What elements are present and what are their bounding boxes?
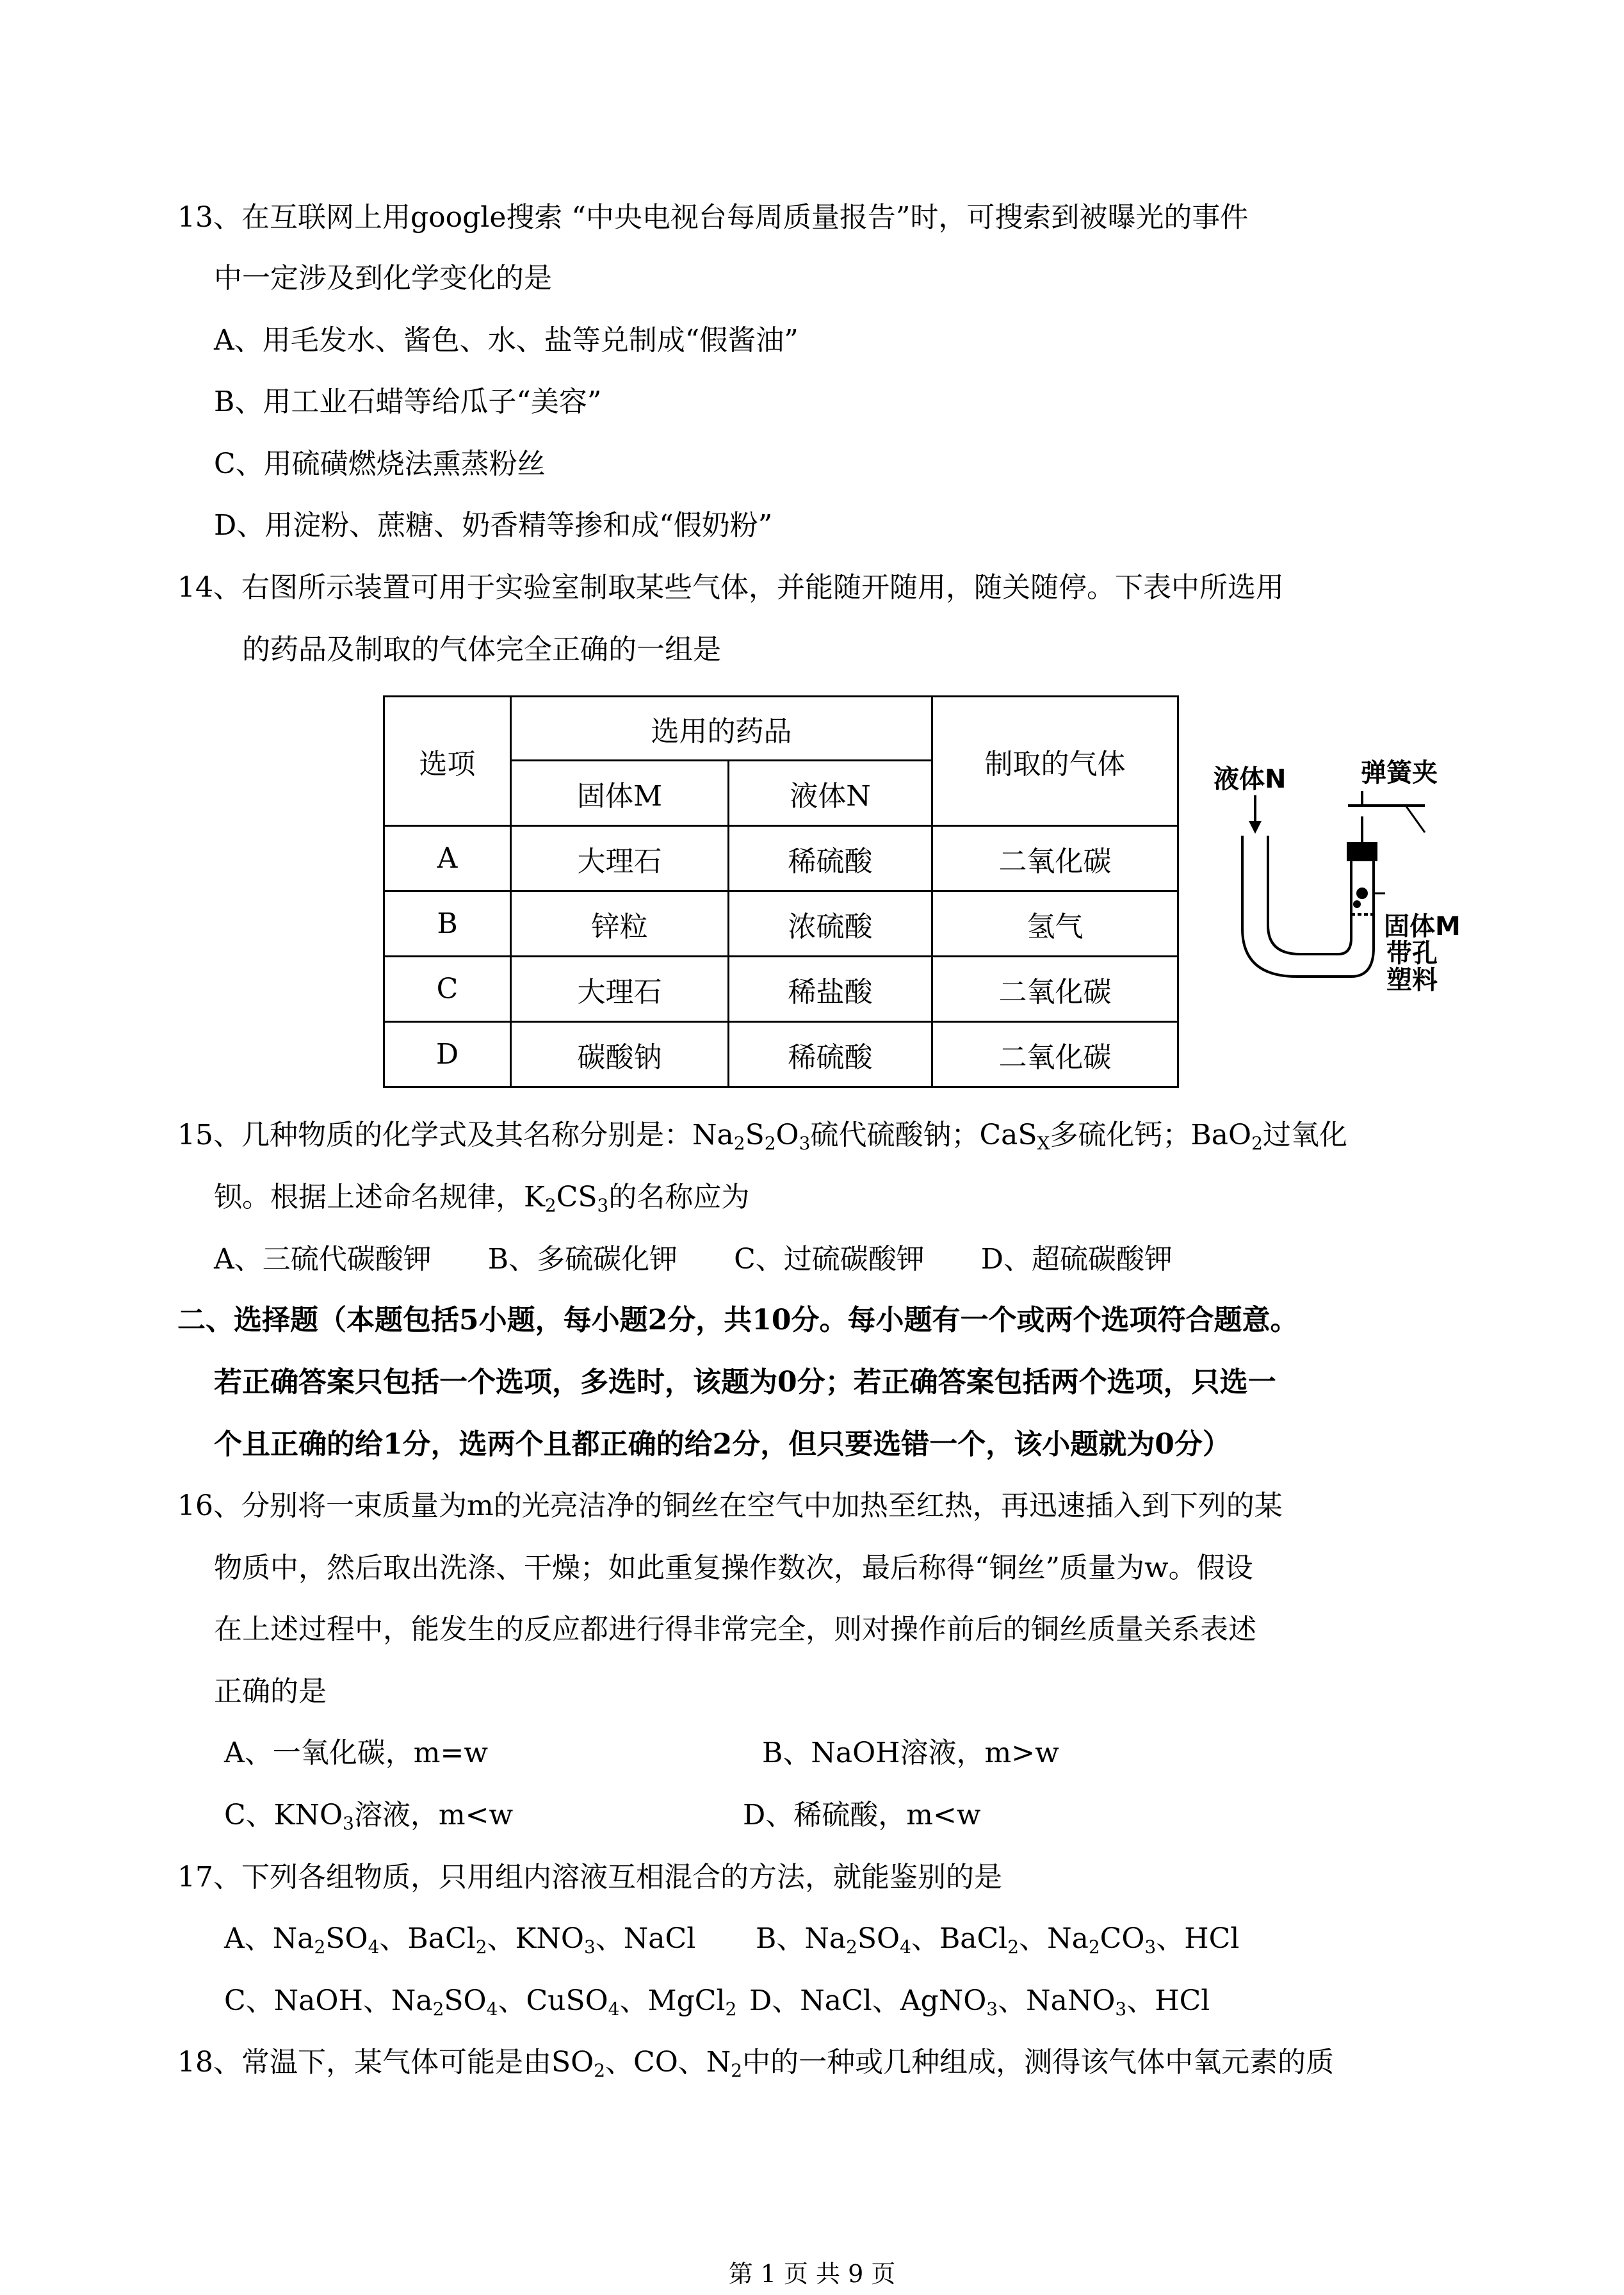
q16-option-c: C、$KNO_3$溶液，m<w xyxy=(224,1799,514,1834)
q13-option-b: B、用工业石蜡等给瓜子“美容” xyxy=(214,385,602,418)
cell-option: D xyxy=(384,1022,511,1087)
q16-stem-line3: 在上述过程中，能发生的反应都进行得非常完全，则对操作前后的铜丝质量关系表述 xyxy=(214,1613,1256,1646)
q17-option-c: C、NaOH、$Na_2SO_4$、CuSO$_4$、MgCl$_2$ xyxy=(224,1984,737,2020)
q16-stem-line1: 16、分别将一束质量为m的光亮洁净的铜丝在空气中加热至红热，再迅速插入到下列的某 xyxy=(177,1489,1283,1522)
cell-liquid: 稀硫酸 xyxy=(729,1022,932,1087)
table-row xyxy=(384,1022,1178,1087)
q14-stem-line1: 14、右图所示装置可用于实验室制取某些气体，并能随开随用，随关随停。下表中所选用 xyxy=(177,571,1284,604)
q17-option-b: B、$Na_2SO_4$、BaCl$_2$、$Na_2CO_3$、HCl xyxy=(756,1922,1240,1958)
clip-handle xyxy=(1406,806,1425,832)
cell-gas: 二氧化碳 xyxy=(932,826,1178,891)
page-footer: 第 1 页 共 9 页 xyxy=(728,2260,896,2288)
header-gas: 制取的气体 xyxy=(932,697,1178,826)
label-solid-m: 固体M xyxy=(1384,912,1461,941)
q17-stem: 17、下列各组物质，只用组内溶液互相混合的方法，就能鉴别的是 xyxy=(177,1861,1002,1894)
q17-option-d: D、NaCl、AgNO$_3$、NaNO$_3$、HCl xyxy=(749,1984,1210,2020)
cell-gas: 氢气 xyxy=(932,891,1178,957)
cell-option: B xyxy=(384,891,511,957)
q16-option-a: A、一氧化碳，m=w xyxy=(224,1737,489,1769)
cell-solid: 碳酸钠 xyxy=(511,1022,729,1087)
q17-option-a: A、$Na_2SO_4$、BaCl$_2$、$KNO_3$、NaCl xyxy=(224,1922,696,1958)
label-plastic-2: 塑料 xyxy=(1386,966,1438,995)
section2-line3: 个且正确的给1分，选两个且都正确的给2分，但只要选错一个，该小题就为0分） xyxy=(214,1428,1231,1461)
table-row xyxy=(384,957,1178,1022)
u-tube-inner xyxy=(1268,836,1351,954)
header-drugs: 选用的药品 xyxy=(511,697,932,761)
cell-solid: 锌粒 xyxy=(511,891,729,957)
q15-options: A、三硫代碳酸钾 B、多硫碳化钾 C、过硫碳酸钾 D、超硫碳酸钾 xyxy=(214,1243,1173,1276)
cell-option: C xyxy=(384,957,511,1022)
cell-solid: 大理石 xyxy=(511,957,729,1022)
solid-m xyxy=(1353,900,1361,908)
solid-m xyxy=(1356,888,1368,899)
header-option: 选项 xyxy=(384,697,511,826)
q16-option-d: D、稀硫酸，m<w xyxy=(743,1799,981,1831)
label-liquid-n: 液体N xyxy=(1214,765,1287,794)
q16-option-b: B、NaOH溶液，m>w xyxy=(762,1737,1059,1769)
q13-option-d: D、用淀粉、蔗糖、奶香精等掺和成“假奶粉” xyxy=(214,509,773,542)
stopper xyxy=(1347,842,1377,861)
cell-gas: 二氧化碳 xyxy=(932,1022,1178,1087)
q13-stem-line2: 中一定涉及到化学变化的是 xyxy=(214,262,552,295)
cell-solid: 大理石 xyxy=(511,826,729,891)
drug-table xyxy=(383,695,1179,1088)
u-tube-apparatus xyxy=(1214,756,1482,1005)
table-row xyxy=(384,891,1178,957)
q13-option-c: C、用硫磺燃烧法熏蒸粉丝 xyxy=(214,448,546,480)
header-solid: 固体M xyxy=(511,761,729,826)
label-plastic-1: 带孔 xyxy=(1386,939,1438,968)
q14-stem-line2: 的药品及制取的气体完全正确的一组是 xyxy=(242,633,721,666)
cell-liquid: 稀硫酸 xyxy=(729,826,932,891)
q13-option-a: A、用毛发水、酱色、水、盐等兑制成“假酱油” xyxy=(214,324,799,357)
arrow-head xyxy=(1249,821,1262,834)
cell-gas: 二氧化碳 xyxy=(932,957,1178,1022)
table-row xyxy=(384,826,1178,891)
q15-stem-line1: 15、几种物质的化学式及其名称分别是：$Na_2S_2O_3$硫代硫酸钠；CaS$_X$多硫化钙；BaO$_2$过氧化 xyxy=(177,1119,1347,1154)
cell-liquid: 浓硫酸 xyxy=(729,891,932,957)
section2-line2: 若正确答案只包括一个选项，多选时，该题为0分；若正确答案包括两个选项，只选一 xyxy=(214,1366,1276,1399)
cell-option: A xyxy=(384,826,511,891)
q13-stem-line1: 13、在互联网上用google搜索 “中央电视台每周质量报告”时，可搜索到被曝光的事件 xyxy=(177,201,1249,234)
label-spring-clip: 弹簧夹 xyxy=(1361,758,1438,788)
q15-stem-line2: 钡。根据上述命名规律，$K_2CS_3$的名称应为 xyxy=(214,1181,750,1216)
cell-liquid: 稀盐酸 xyxy=(729,957,932,1022)
q16-stem-line4: 正确的是 xyxy=(214,1675,327,1708)
q16-stem-line2: 物质中，然后取出洗涤、干燥；如此重复操作数次，最后称得“铜丝”质量为w。假设 xyxy=(214,1552,1253,1584)
header-liquid: 液体N xyxy=(729,761,932,826)
q18-stem: 18、常温下，某气体可能是由$SO_2$、CO、$N_2$中的一种或几种组成，测得该气体中氧元素的质 xyxy=(177,2046,1335,2081)
section2-line1: 二、选择题（本题包括5小题，每小题2分，共10分。每小题有一个或两个选项符合题意。 xyxy=(177,1304,1299,1336)
